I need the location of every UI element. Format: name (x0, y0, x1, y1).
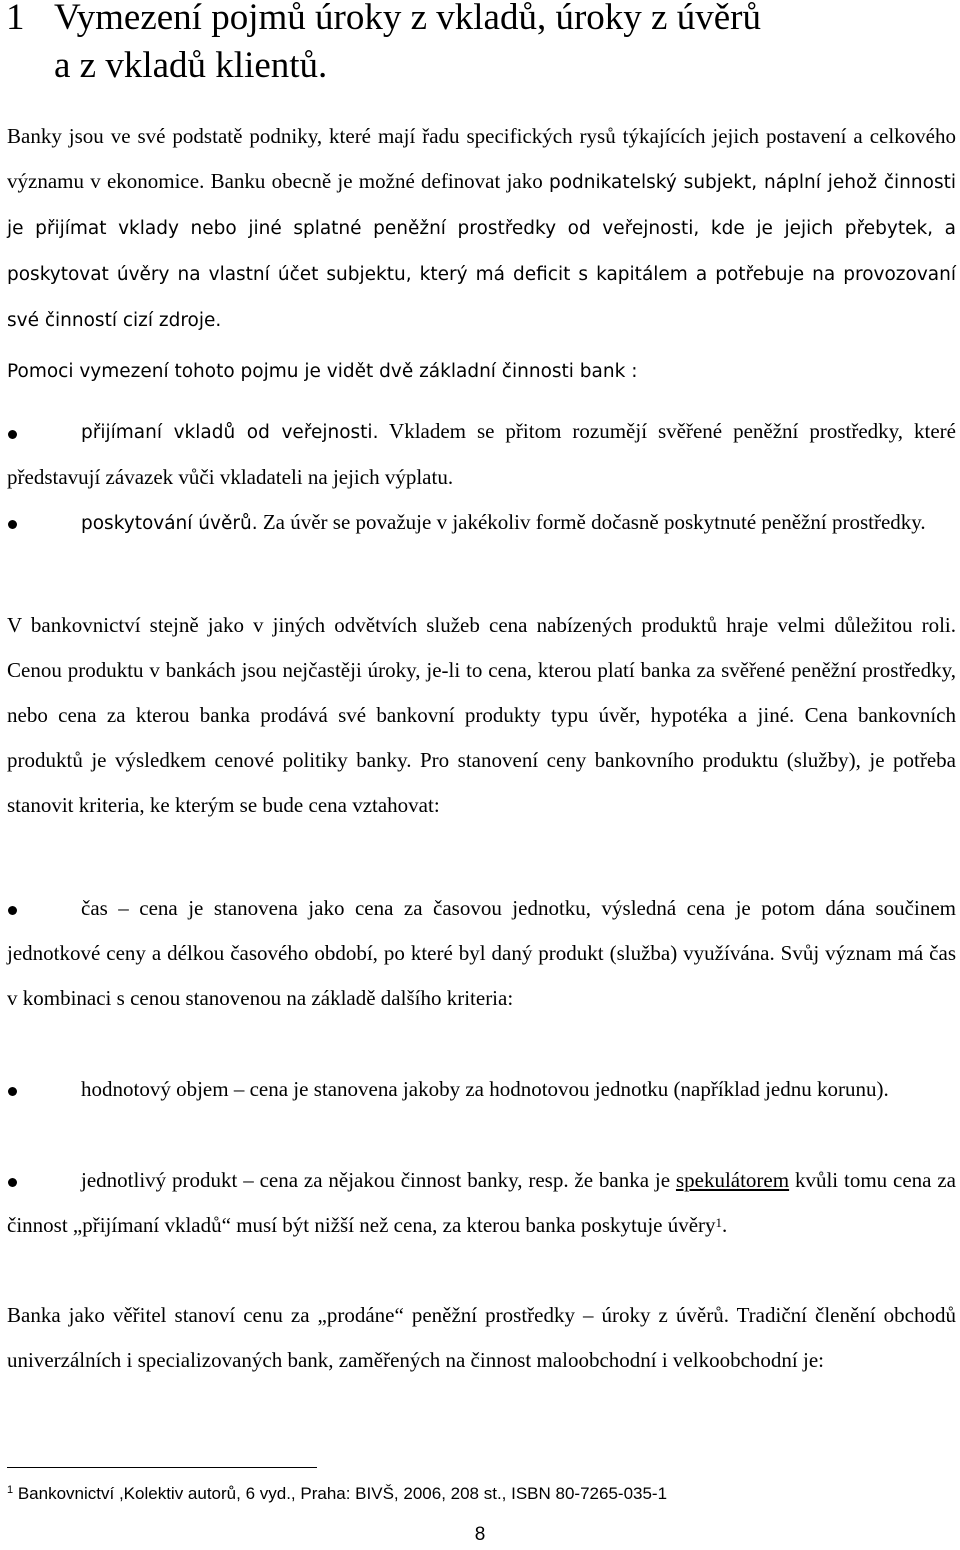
bullet-deposits (7, 409, 956, 501)
paragraph-creditor: Banka jako věřitel stanoví cenu za „prodáne“ peněžní prostředky – úroky z úvěrů. Tradiční členění obchodů univerzálních i specializovaných bank, zaměřených na činnost maloobchodní i velkoobchodní je: (7, 1303, 956, 1372)
bullet-loans-term: poskytování úvěrů. (81, 513, 258, 534)
chapter-title-line-2: a z vkladů klientů. (54, 45, 328, 86)
paragraph-pricing-c: Cena bankovních produktů je výsledkem cenové politiky banky. (7, 703, 956, 772)
footnote (7, 1479, 667, 1509)
bullet-single-product-b: kvůli tomu cena za činnost „přijímaní vkladů“ musí být nižší než cena, za kterou banka poskytuje úvěry (7, 1168, 956, 1237)
bullet-time-a: čas – cena je stanovena jako cena za časovou jednotku, výsledná cena je potom dána součinem jednotkové ceny a délkou časového období, po které byl daný produkt (služba) využívána. (7, 896, 956, 965)
bullet-time (7, 886, 956, 1021)
paragraph-pricing-d: Pro stanovení ceny bankovního produktu (služby), je potřeba stanovit kriteria, ke kterým se bude cena vztahovat: (7, 748, 956, 817)
bullet-deposits-term: přijímaní vkladů od veřejnosti. (81, 422, 379, 443)
footnote-mark: 1 (7, 1484, 14, 1496)
paragraph-pricing (7, 603, 956, 828)
bullet-value-volume: hodnotový objem – cena je stanovena jakoby za hodnotovou jednotku (například jednu korunu). (81, 1077, 889, 1101)
paragraph-pricing-b: Cenou produktu v bankách jsou nejčastěji úroky, je-li to cena, kterou platí banka za svěřené peněžní prostředky, nebo cena za kterou banka prodává své bankovní produkty typu úvěr, hypotéka a jiné. (7, 658, 956, 727)
link-speculator: spekulátorem (675, 1168, 790, 1192)
bullet-single-product-a: jednotlivý produkt – cena za nějakou činnost banky, resp. že banka je (81, 1168, 676, 1192)
paragraph-bank-definition-rest: podnikatelský subjekt, náplní jehož činnosti je přijímat vklady nebo jiné splatné peněžní prostředky od veřejnosti, kde je jejich přebytek, a poskytovat úvěry na vlastní účet subjektu, který má deficit s kapitálem a potřebuje na provozovaní své činností cizí zdroje. (7, 172, 956, 331)
chapter-title-line-1: Vymezení pojmů úroky z vkladů, úroky z úvěrů (54, 0, 761, 38)
bullet-loans (7, 500, 956, 546)
paragraph-two-activities: Pomoci vymezení tohoto pojmu je vidět dvě základní činnosti bank : (7, 361, 638, 382)
footnote-text: Bankovnictví ,Kolektiv autorů, 6 vyd., Praha: BIVŠ, 2006, 208 st., ISBN 80-7265-035-1 (13, 1484, 668, 1503)
page-number: 8 (474, 1524, 486, 1545)
bullet-single-product (7, 1158, 956, 1248)
paragraph-pricing-a: V bankovnictví stejně jako v jiných odvětvích služeb cena nabízených produktů hraje velmi důležitou roli. (7, 613, 956, 637)
footnote-divider (7, 1467, 317, 1468)
paragraph-bank-intro: Banky jsou ve své podstatě podniky, které mají řadu specifických rysů týkajících jejich postavení a celkového významu v ekonomice. (7, 124, 956, 193)
footnote-reference: 1 (715, 1215, 723, 1230)
bullet-loans-text: Za úvěr se považuje v jakékoliv formě dočasně poskytnuté peněžní prostředky. (257, 510, 926, 534)
paragraph-bank-definition-start: Banku obecně je možné definovat jako (204, 169, 543, 193)
chapter-number: 1 (6, 0, 25, 38)
bullet-time-b: Svůj význam má čas v kombinaci s cenou stanovenou na základě dalšího kriteria: (7, 941, 956, 1010)
paragraph-bank-definition (7, 114, 956, 343)
bullet-deposits-text: Vkladem se přitom rozumějí svěřené peněžní prostředky, které představují závazek vůči vkladateli na jejich výplatu. (7, 419, 956, 489)
bullet-single-product-c: . (722, 1213, 728, 1237)
